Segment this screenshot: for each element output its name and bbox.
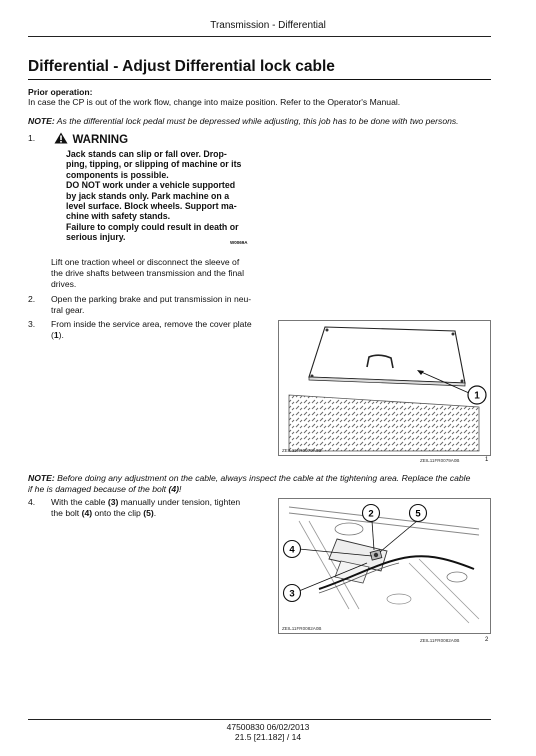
- text-line: Open the parking brake and put transmission in neu-: [51, 294, 252, 304]
- text-span: .: [153, 508, 157, 518]
- note-line: [28, 473, 470, 484]
- warning-header: [54, 130, 128, 148]
- ref-paren: (: [51, 330, 54, 340]
- warning-line: Jack stands can slip or fall over. Drop-: [66, 149, 227, 159]
- text-line: [51, 330, 252, 341]
- note-label: NOTE:: [28, 473, 55, 483]
- callout-number: 4: [289, 544, 295, 556]
- step-4-text: [51, 497, 240, 519]
- warning-line: Failure to comply could result in death or: [66, 221, 239, 232]
- warning-code: W0069A: [230, 240, 248, 245]
- warning-title: WARNING: [72, 134, 129, 146]
- footer-page-ref: 21.5 [21.182] / 14: [234, 732, 302, 742]
- step-3-text: [51, 319, 252, 341]
- cable-clip-illustration: [279, 499, 490, 633]
- page-title: Differential - Adjust Differential lock cable: [28, 58, 335, 75]
- cover-plate-illustration: [279, 321, 490, 455]
- warning-body: [66, 149, 248, 243]
- figure-caption-code: ZEIL11FR0079A0B: [420, 458, 460, 463]
- warning-line: serious injury.: [66, 232, 126, 243]
- figure-caption-number: 2: [485, 637, 489, 643]
- figure-label: ZEIL11FR0079A0B: [282, 448, 322, 453]
- note-text: !: [178, 484, 182, 494]
- ref-number: (3): [107, 497, 119, 507]
- prior-operation-label: Prior operation:: [28, 87, 93, 97]
- step-1-text: [51, 257, 244, 290]
- ref-number: (4): [168, 484, 179, 494]
- warning-line: DO NOT work under a vehicle supported: [66, 180, 236, 191]
- figure-caption-number: 1: [485, 457, 489, 463]
- text-line: drives.: [51, 279, 77, 289]
- footer: [0, 722, 536, 742]
- text-line: [51, 508, 240, 519]
- text-line: Lift one traction wheel or disconnect the sleeve of: [51, 257, 240, 267]
- step-number: 4.: [28, 497, 36, 507]
- step-number: 3.: [28, 319, 36, 329]
- text-span: the bolt: [51, 508, 82, 518]
- note-text: Before doing any adjustment on the cable, always inspect the cable at the tightening area. Replace the cable: [54, 473, 471, 483]
- text-line: the drive shafts between transmission and the final: [51, 268, 244, 278]
- text-span: With the cable: [51, 497, 108, 507]
- figure-label: ZEIL11FR0082A0B: [282, 626, 322, 631]
- figure-caption-code: ZEIL11FR0082A0B: [420, 638, 460, 643]
- warning-triangle-icon: [54, 132, 68, 144]
- footer-doc-id: 47500830 06/02/2013: [226, 722, 310, 732]
- text-line: [51, 497, 240, 508]
- warning-line: components is possible.: [66, 169, 169, 180]
- warning-line: chine with safety stands.: [66, 211, 171, 222]
- step-2-text: [51, 294, 251, 316]
- ref-number: 1: [53, 330, 59, 340]
- callout-number: 3: [289, 588, 295, 600]
- step-number: 1.: [28, 133, 36, 143]
- note-2: [28, 473, 470, 495]
- callout-number: 5: [415, 508, 421, 520]
- header-rule: [28, 36, 491, 37]
- callout-number: 1: [474, 390, 480, 402]
- step-number: 2.: [28, 294, 36, 304]
- footer-rule: [28, 719, 491, 720]
- figure-1: [278, 320, 491, 456]
- text-line: From inside the service area, remove the cover plate: [51, 319, 252, 329]
- text-span: onto the clip: [92, 508, 144, 518]
- note-text: if he is damaged because of the bolt: [28, 484, 169, 494]
- ref-paren: ).: [58, 330, 64, 340]
- text-span: manually under tension, tighten: [118, 497, 241, 507]
- note-1: [28, 116, 459, 127]
- warning-line: by jack stands only. Park machine on a: [66, 190, 230, 201]
- prior-operation-text: In case the CP is out of the work flow, change into maize position. Refer to the Operator's Manual.: [28, 97, 401, 107]
- note-text: As the differential lock pedal must be depressed while adjusting, this job has to be done with two persons.: [54, 116, 459, 126]
- note-line: [28, 484, 470, 495]
- callout-number: 2: [368, 508, 374, 520]
- ref-number: (4): [81, 508, 93, 518]
- ref-number: (5): [143, 508, 154, 518]
- title-rule: [28, 79, 491, 80]
- figure-2: [278, 498, 491, 634]
- warning-line: ping, tipping, or slipping of machine or its: [66, 159, 242, 170]
- warning-line: level surface. Block wheels. Support ma-: [66, 201, 237, 212]
- running-header: Transmission - Differential: [210, 20, 326, 31]
- text-line: tral gear.: [51, 305, 85, 315]
- note-label: NOTE:: [28, 116, 55, 126]
